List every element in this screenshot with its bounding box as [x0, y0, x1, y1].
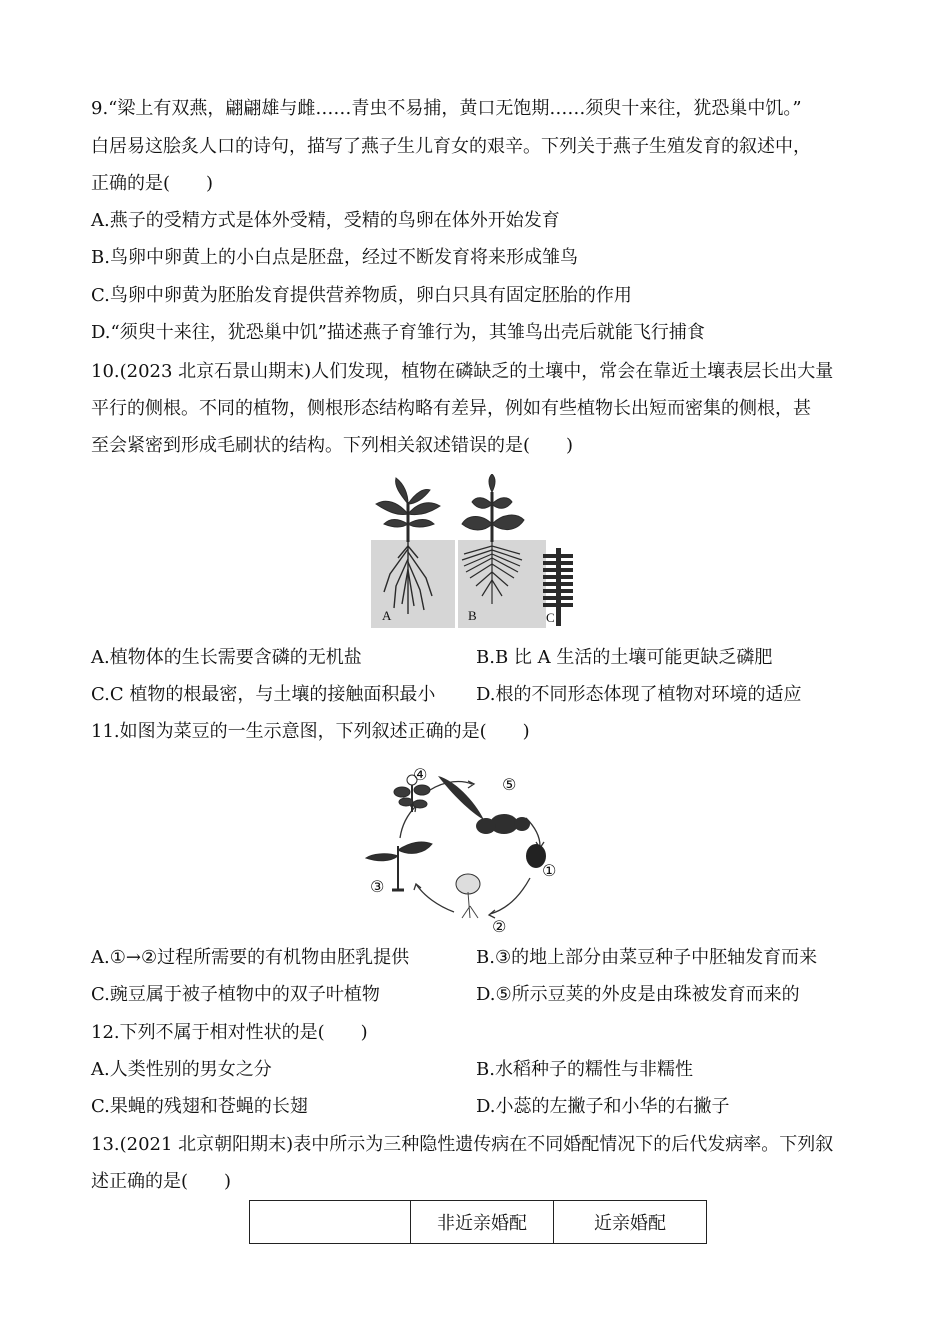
q9-stem-line-1: 9.“梁上有双燕，翩翩雄与雌……青虫不易捕，黄口无饱期……须臾十来往，犹恐巢中饥。” [91, 98, 802, 119]
q10-stem-line-3: 至会紧密到形成毛刷状的结构。下列相关叙述错误的是( ) [91, 435, 574, 456]
q11-option-c: C.豌豆属于被子植物中的双子叶植物 [91, 984, 380, 1005]
q10-option-c: C.C 植物的根最密，与土壤的接触面积最小 [91, 684, 436, 705]
figure-label-c: C [546, 610, 555, 625]
q11-option-a: A.①→②过程所需要的有机物由胚乳提供 [91, 947, 410, 968]
table-header-non-consanguineous: 非近亲婚配 [411, 1201, 554, 1244]
stage-label-3: ③ [370, 877, 385, 896]
stage-label-5: ⑤ [502, 775, 517, 794]
q11-stem: 11.如图为菜豆的一生示意图，下列叙述正确的是( ) [91, 721, 530, 742]
q11-option-d: D.⑤所示豆荚的外皮是由珠被发育而来的 [476, 984, 800, 1005]
q10-option-a: A.植物体的生长需要含磷的无机盐 [91, 647, 362, 668]
table-header-consanguineous: 近亲婚配 [554, 1201, 707, 1244]
root-morphology-figure [368, 474, 578, 630]
q10-option-b: B.B 比 A 生活的土壤可能更缺乏磷肥 [476, 647, 773, 668]
q9-option-b: B.鸟卵中卵黄上的小白点是胚盘，经过不断发育将来形成雏鸟 [91, 247, 578, 268]
q11-option-b: B.③的地上部分由菜豆种子中胚轴发育而来 [476, 947, 818, 968]
q12-stem: 12.下列不属于相对性状的是( ) [91, 1022, 368, 1043]
disease-rate-table [249, 1200, 707, 1244]
q9-stem-line-2: 白居易这脍炙人口的诗句，描写了燕子生儿育女的艰辛。下列关于燕子生殖发育的叙述中， [91, 136, 811, 157]
q9-stem-line-3: 正确的是( ) [91, 173, 214, 194]
q10-stem-line-1: 10.(2023 北京石景山期末)人们发现，植物在磷缺乏的土壤中，常会在靠近土壤表层长出大量 [91, 361, 834, 382]
q13-stem-line-1: 13.(2021 北京朝阳期末)表中所示为三种隐性遗传病在不同婚配情况下的后代发病率。下列叙 [91, 1134, 834, 1155]
q9-option-a: A.燕子的受精方式是体外受精，受精的鸟卵在体外开始发育 [91, 210, 560, 231]
q13-stem-line-2: 述正确的是( ) [91, 1171, 232, 1192]
figure-label-a: A [382, 608, 392, 623]
q10-stem-line-2: 平行的侧根。不同的植物，侧根形态结构略有差异，例如有些植物长出短而密集的侧根，甚 [91, 398, 811, 419]
q12-option-c: C.果蝇的残翅和苍蝇的长翅 [91, 1096, 308, 1117]
bean-life-cycle-figure [358, 760, 578, 940]
stage-label-4: ④ [413, 765, 428, 784]
table-header-row [250, 1201, 707, 1244]
q9-option-c: C.鸟卵中卵黄为胚胎发育提供营养物质，卵白只具有固定胚胎的作用 [91, 285, 632, 306]
q12-option-b: B.水稻种子的糯性与非糯性 [476, 1059, 693, 1080]
q12-option-d: D.小蕊的左撇子和小华的右撇子 [476, 1096, 730, 1117]
figure-label-b: B [468, 608, 477, 623]
stage-label-1: ① [542, 861, 557, 880]
q12-option-a: A.人类性别的男女之分 [91, 1059, 272, 1080]
table-header-blank [250, 1201, 411, 1244]
germinating-seed-2 [456, 874, 480, 918]
q10-option-d: D.根的不同形态体现了植物对环境的适应 [476, 684, 802, 705]
stage-label-2: ② [492, 917, 507, 936]
q9-option-d: D.“须臾十来往，犹恐巢中饥”描述燕子育雏行为，其雏鸟出壳后就能飞行捕食 [91, 322, 705, 343]
